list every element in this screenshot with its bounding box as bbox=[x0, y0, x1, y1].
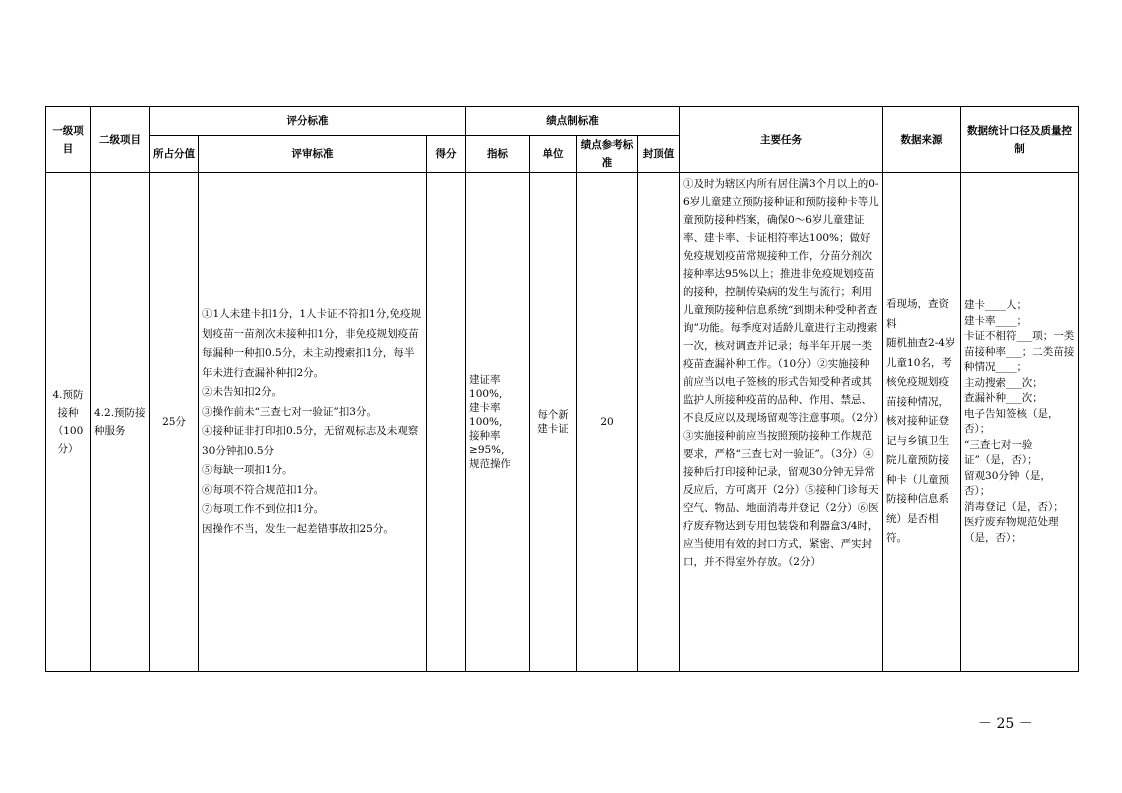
header-score-obtained: 得分 bbox=[427, 136, 466, 173]
cell-main-tasks: ①及时为辖区内所有居住满3个月以上的0-6岁儿童建立预防接种证和预防接种卡等儿童预防接种档案，确保0～6岁儿童建证率、建卡率、卡证相符率达100%；做好免疫规划疫苗常规接种工作，分苗分剂次接种率达95%以上；推进非免疫规划疫苗的接种，控制传染病的发生与流行；利用儿童预防接种信息系统“到期未种受种者查询”功能。每季度对适龄儿童进行主动搜索一次，核对调查并记录；每半年开展一类疫苗查漏补种工作。（10分）②实施接种前应当以电子签核的形式告知受种者或其监护人所接种疫苗的品种、作用、禁忌、不良反应以及现场留观等注意事项。（2分）③实施接种前应当按照预防接种工作规范要求，严格“三查七对一验证”。（3分）④接种后打印接种记录，留观30分钟无异常反应后，方可离开（2分）⑤接种门诊每天空气、物品、地面消毒并登记（2分）⑥医疗废弃物达到专用包装袋和利器盒3/4时，应当使用有效的封口方式，紧密、严实封口，并不得室外存放。（2分） bbox=[680, 173, 883, 672]
cell-level1: 4.预防接种（100分） bbox=[46, 173, 91, 672]
cell-score-weight: 25分 bbox=[150, 173, 199, 672]
header-score-weight: 所占分值 bbox=[150, 136, 199, 173]
page-number: － 25 － bbox=[978, 716, 1033, 732]
header-main-tasks: 主要任务 bbox=[680, 107, 883, 173]
cell-level2: 4.2.预防接种服务 bbox=[91, 173, 150, 672]
cell-reference: 20 bbox=[577, 173, 638, 672]
header-unit: 单位 bbox=[530, 136, 577, 173]
cell-cap bbox=[638, 173, 680, 672]
cell-review-criteria: ①1人未建卡扣1分，1人卡证不符扣1分,免疫规划疫苗一苗剂次未接种扣1分，非免疫规划疫苗每漏种一种扣0.5分，未主动搜索扣1分，每半年未进行查漏补种扣2分。 ②未告知扣2分。 ③操作前未“三查七对一验证”扣3分。 ④接种证非打印扣0.5分，无留观标志及未观察30分钟扣0.5分 ⑤每缺一项扣1分。 ⑥每项不符合规范扣1分。 ⑦每项工作不到位扣1分。 因操作不当，发生一起差错事故扣25分。 bbox=[199, 173, 427, 672]
cell-data-source: 看现场，查资料 随机抽查2-4岁儿童10名，考核免疫规划疫苗接种情况，核对接种证登记与乡镇卫生院儿童预防接种卡（儿童预防接种信息系统）是否相符。 bbox=[883, 173, 961, 672]
cell-stats-quality: 建卡____人； 建卡率____； 卡证不相符___项；一类苗接种率___；二类苗接种情况____； 主动搜索___次； 查漏补种___次； 电子告知签核（是，否）； “三查七对一验证”（是，否）； 留观30分钟（是，否）； 消毒登记（是，否）； 医疗废弃物规范处理（是，否）； bbox=[961, 173, 1079, 672]
cell-indicator: 建证率100%, 建卡率100%, 接种率≥95%, 规范操作 bbox=[466, 173, 530, 672]
header-level1: 一级项目 bbox=[46, 107, 91, 173]
header-data-source: 数据来源 bbox=[883, 107, 961, 173]
cell-unit: 每个新建卡证 bbox=[530, 173, 577, 672]
header-reference: 绩点参考标准 bbox=[577, 136, 638, 173]
header-review-criteria: 评审标准 bbox=[199, 136, 427, 173]
assessment-table bbox=[45, 106, 1079, 672]
header-stats-quality: 数据统计口径及质量控制 bbox=[961, 107, 1079, 173]
header-row-1 bbox=[46, 107, 1079, 136]
cell-score-obtained bbox=[427, 173, 466, 672]
header-indicator: 指标 bbox=[466, 136, 530, 173]
header-level2: 二级项目 bbox=[91, 107, 150, 173]
header-scoring: 评分标准 bbox=[150, 107, 466, 136]
header-performance: 绩点制标准 bbox=[466, 107, 680, 136]
header-cap: 封顶值 bbox=[638, 136, 680, 173]
table-row bbox=[46, 173, 1079, 672]
